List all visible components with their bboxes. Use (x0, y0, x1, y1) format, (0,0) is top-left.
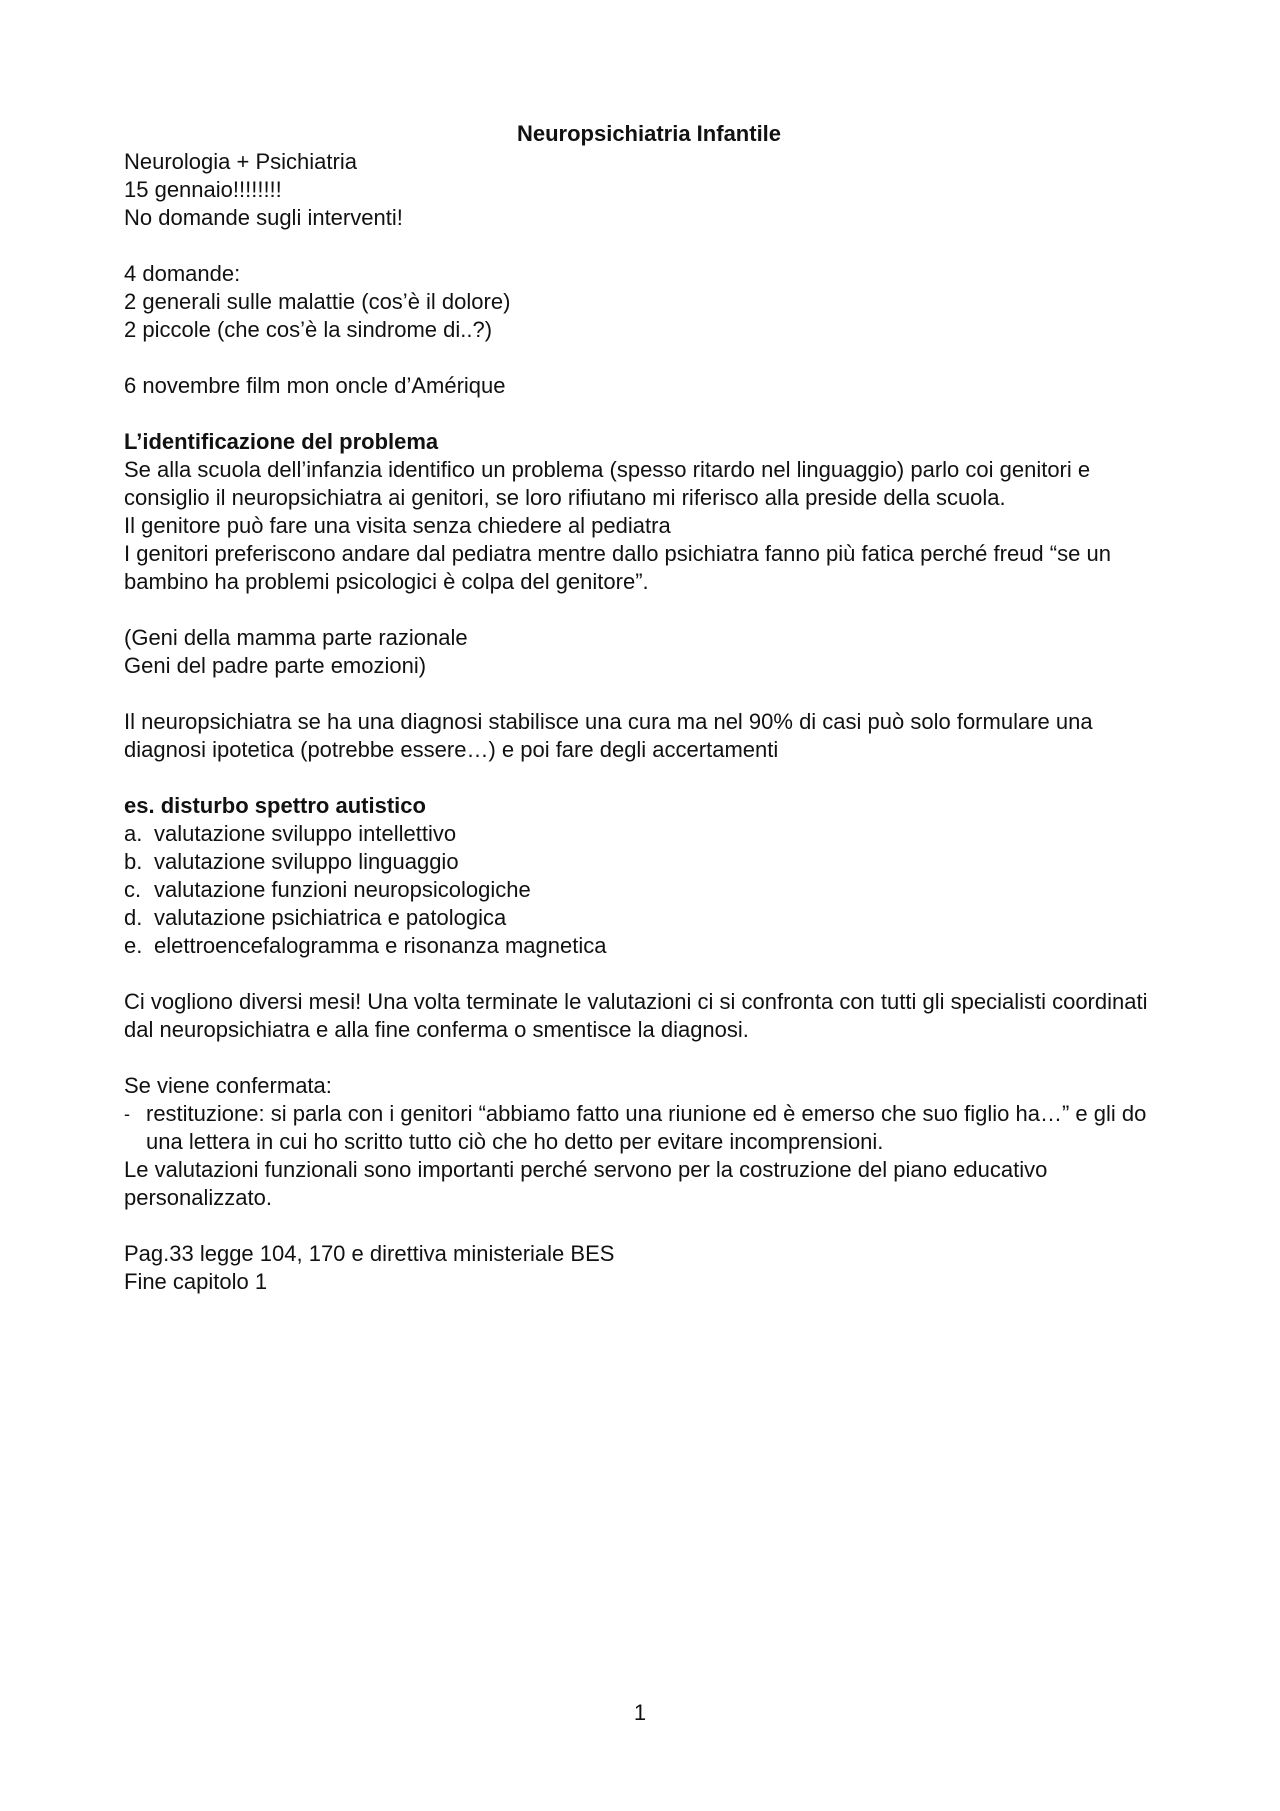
list-marker: e. (124, 933, 143, 958)
list-marker: d. (124, 905, 143, 930)
list-marker: a. (124, 821, 143, 846)
list-item-text: valutazione sviluppo linguaggio (154, 849, 459, 874)
list-item-text: valutazione psichiatrica e patologica (154, 905, 507, 930)
document-title: Neuropsichiatria Infantile (516, 121, 782, 146)
diagnosi-paragraph: Il neuropsichiatra se ha una diagnosi stabilisce una cura ma nel 90% di casi può solo formulare una diagnosi ipotetica (potrebbe essere…) e poi fare degli accertamenti (124, 709, 1093, 762)
spacer (124, 1212, 1174, 1240)
list-item-text: valutazione funzioni neuropsicologiche (154, 877, 531, 902)
dash-marker: - (124, 1104, 130, 1124)
list-marker: b. (124, 849, 143, 874)
list-item-text: valutazione sviluppo intellettivo (154, 821, 457, 846)
intro-line-3: No domande sugli interventi! (124, 205, 403, 230)
intro-line-2: 15 gennaio!!!!!!!! (124, 177, 282, 202)
fine-line-1: Pag.33 legge 104, 170 e direttiva ministeriale BES (124, 1241, 615, 1266)
spacer (124, 400, 1174, 428)
page-number: 1 (633, 1700, 647, 1725)
restituzione-text: restituzione: si parla con i genitori “abbiamo fatto una riunione ed è emerso che suo figlio ha…” e gli do una lettera in cui ho scritto tutto ciò che ho detto per evitare incomprensioni. (146, 1101, 1147, 1154)
domande-line-1: 4 domande: (124, 261, 241, 286)
spacer (124, 596, 1174, 624)
list-item (124, 932, 1174, 960)
list-item (124, 848, 1174, 876)
intro-line-1: Neurologia + Psichiatria (124, 149, 357, 174)
identificazione-line-2: Il genitore può fare una visita senza chiedere al pediatra (124, 513, 671, 538)
domande-line-3: 2 piccole (che cos’è la sindrome di..?) (124, 317, 493, 342)
film-line: 6 novembre film mon oncle d’Amérique (124, 373, 506, 398)
geni-line-2: Geni del padre parte emozioni) (124, 653, 427, 678)
geni-line-1: (Geni della mamma parte razionale (124, 625, 468, 650)
valutazioni-paragraph: Le valutazioni funzionali sono importanti perché servono per la costruzione del piano educativo personalizzato. (124, 1157, 1048, 1210)
document-body (124, 120, 1174, 1296)
spacer (124, 680, 1174, 708)
dash-list-item (124, 1100, 1174, 1156)
spacer (124, 232, 1174, 260)
identificazione-paragraph-1: Se alla scuola dell’infanzia identifico un problema (spesso ritardo nel linguaggio) parlo coi genitori e consiglio il neuropsichiatra ai genitori, se loro rifiutano mi riferisco alla preside della scuola. (124, 457, 1091, 510)
list-marker: c. (124, 877, 142, 902)
spacer (124, 344, 1174, 372)
list-item (124, 904, 1174, 932)
identificazione-heading: L’identificazione del problema (124, 429, 439, 454)
list-item-text: elettroencefalogramma e risonanza magnetica (154, 933, 607, 958)
autismo-heading: es. disturbo spettro autistico (124, 793, 426, 818)
fine-line-2: Fine capitolo 1 (124, 1269, 268, 1294)
spacer (124, 960, 1174, 988)
domande-line-2: 2 generali sulle malattie (cos’è il dolore) (124, 289, 511, 314)
list-item (124, 820, 1174, 848)
spacer (124, 764, 1174, 792)
list-item (124, 876, 1174, 904)
identificazione-paragraph-3: I genitori preferiscono andare dal pediatra mentre dallo psichiatra fanno più fatica perché freud “se un bambino ha problemi psicologici è colpa del genitore”. (124, 541, 1111, 594)
confermata-intro: Se viene confermata: (124, 1073, 332, 1098)
mesi-paragraph: Ci vogliono diversi mesi! Una volta terminate le valutazioni ci si confronta con tutti gli specialisti coordinati dal neuropsichiatra e alla fine conferma o smentisce la diagnosi. (124, 989, 1148, 1042)
spacer (124, 1044, 1174, 1072)
